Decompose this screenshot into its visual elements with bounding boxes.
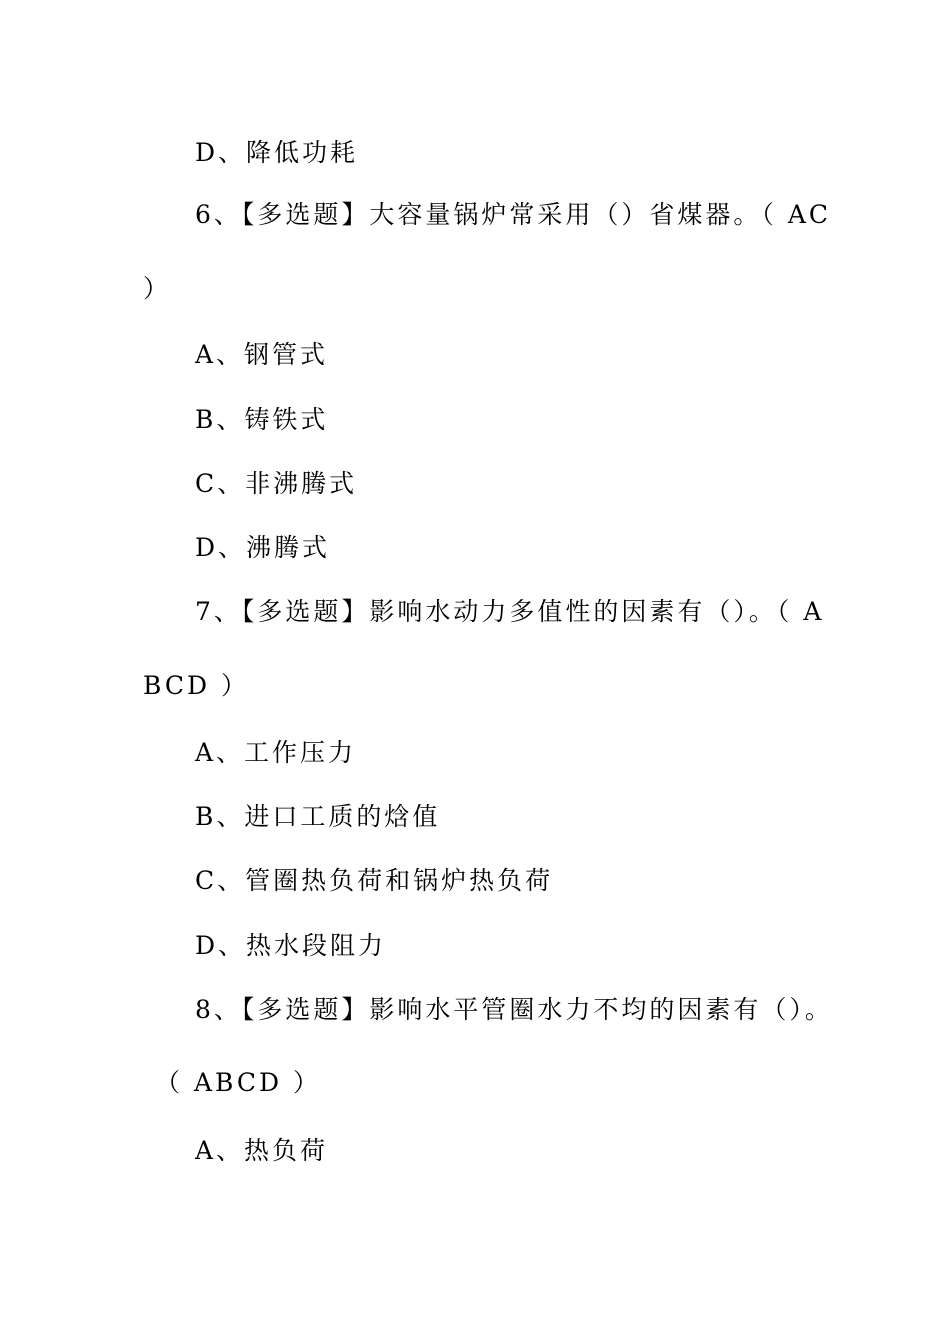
q7-option-c: C、管圈热负荷和锅炉热负荷 [195,866,554,895]
q8-question: 8、【多选题】影响水平管圈水力不均的因素有（）。 [195,995,833,1024]
q5-option-d: D、降低功耗 [195,138,359,167]
q7-answer-continuation: BCD ） [143,671,249,700]
q6-question: 6、【多选题】大容量锅炉常采用（）省煤器。（ AC [195,200,832,229]
q7-question: 7、【多选题】影响水动力多值性的因素有（）。（ A [195,597,825,626]
q7-option-a: A、工作压力 [195,738,357,767]
q7-option-b: B、进口工质的焓值 [195,802,441,831]
q6-option-b: B、铸铁式 [195,405,329,434]
q6-option-a: A、钢管式 [195,340,329,369]
q6-option-c: C、非沸腾式 [195,469,358,498]
q8-option-a: A、热负荷 [195,1136,329,1165]
q8-answer-continuation: （ ABCD ） [155,1068,321,1097]
q6-answer-continuation: ） [143,274,172,303]
q6-option-d: D、沸腾式 [195,533,331,562]
q7-option-d: D、热水段阻力 [195,931,387,960]
